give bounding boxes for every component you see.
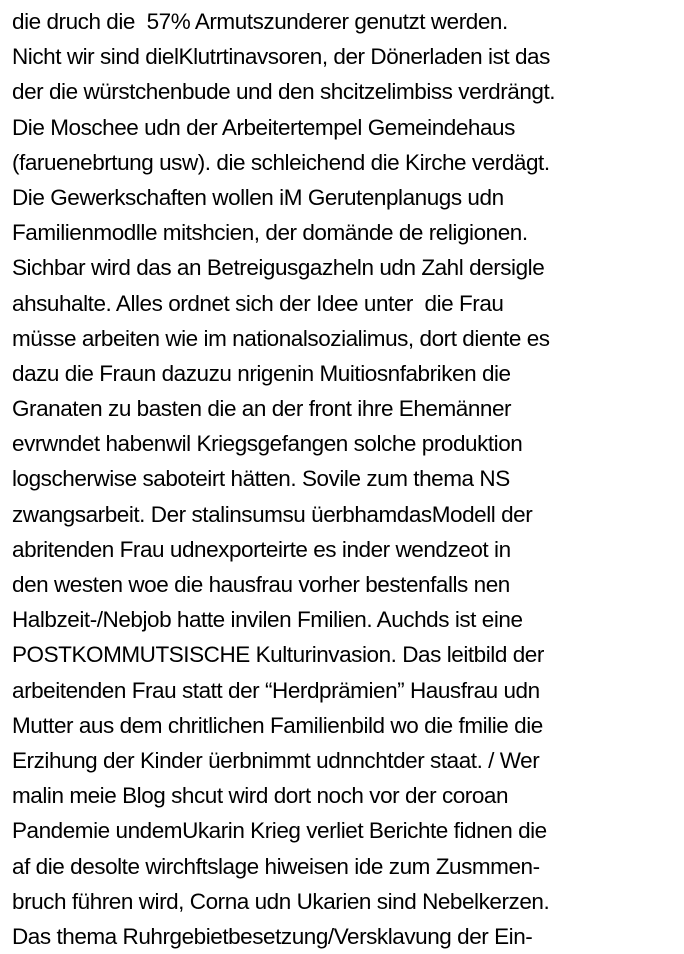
- text-line: Erzihung der Kinder üerbnimmt udnnchtder staat. / Wer: [12, 747, 540, 773]
- text-line: af die desolte wirchftslage hiweisen ide zum Zusmmen-: [12, 853, 540, 879]
- text-line: der die würstchenbude und den shcitzelimbiss verdrängt.: [12, 79, 556, 105]
- text-line: bruch führen wird, Corna udn Ukarien sind Nebelkerzen.: [12, 888, 550, 914]
- text-line: Die Moschee udn der Arbeitertempel Gemeindehaus: [12, 114, 515, 140]
- text-line: logscherwise saboteirt hätten. Sovile zum thema NS: [12, 466, 510, 492]
- text-line: den westen woe die hausfrau vorher bestenfalls nen: [12, 572, 510, 597]
- text-line: müsse arbeiten wie im nationalsozialimus, dort diente es: [12, 325, 550, 351]
- text-line: Das thema Ruhrgebietbesetzung/Versklavung der Ein-: [12, 923, 533, 949]
- text-line: Halbzeit-/Nebjob hatte invilen Fmilien. Auchds ist eine: [12, 607, 523, 633]
- text-line: Die Gewerkschaften wollen iM Gerutenplanugs udn: [12, 184, 504, 210]
- text-line: dazu die Fraun dazuzu nrigenin Muitiosnfabriken die: [12, 360, 511, 386]
- text-line: die druch die 57% Armutszunderer genutzt werden.: [12, 9, 508, 34]
- text-line: abritenden Frau udnexporteirte es inder wendzeot in: [12, 536, 511, 562]
- body-text: [12, 4, 684, 954]
- text-line: evrwndet habenwil Kriegsgefangen solche produktion: [12, 431, 523, 457]
- text-line: Nicht wir sind dielKlutrtinavsoren, der Dönerladen ist das: [12, 44, 550, 70]
- text-line: (faruenebrtung usw). die schleichend die Kirche verdägt.: [12, 149, 550, 175]
- text-line: arbeitenden Frau statt der “Herdprämien” Hausfrau udn: [12, 677, 540, 703]
- text-line: ahsuhalte. Alles ordnet sich der Idee unter die Frau: [12, 290, 504, 316]
- text-line: Familienmodlle mitshcien, der domände de religionen.: [12, 220, 528, 246]
- text-line: malin meie Blog shcut wird dort noch vor der coroan: [12, 783, 509, 809]
- text-line: Pandemie undemUkarin Krieg verliet Berichte fidnen die: [12, 818, 547, 844]
- text-line: Granaten zu basten die an der front ihre Ehemänner: [12, 396, 512, 422]
- text-line: Mutter aus dem chritlichen Familienbild wo die fmilie die: [12, 712, 543, 738]
- text-line: POSTKOMMUTSISCHE Kulturinvasion. Das leitbild der: [12, 642, 544, 668]
- text-line: zwangsarbeit. Der stalinsumsu üerbhamdasModell der: [12, 501, 533, 527]
- text-line: Sichbar wird das an Betreigusgazheln udn Zahl dersigle: [12, 255, 545, 281]
